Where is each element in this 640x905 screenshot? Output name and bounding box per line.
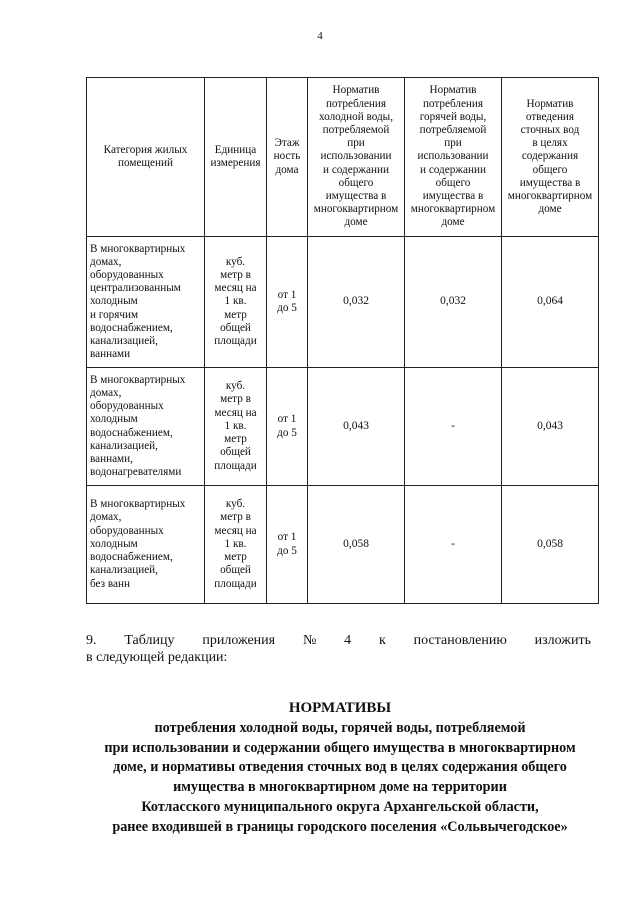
heading-line: доме, и нормативы отведения сточных вод в целях содержания общего [113,759,567,776]
paragraph-word: приложения [202,633,276,648]
norms-heading [60,699,620,838]
row-hot-value: - [405,368,502,486]
paragraph-word: к [379,633,386,648]
heading-line: имущества в многоквартирном доме на территории [173,779,507,796]
row-floors: от 1 до 5 [267,237,308,368]
row-drain-value: 0,064 [502,237,599,368]
row-hot-value: - [405,486,502,604]
table-row [87,237,599,368]
table-row [87,486,599,604]
row-hot-value: 0,032 [405,237,502,368]
row-unit: куб. метр в месяц на 1 кв. метр общей площади [205,486,267,604]
paragraph-word: № [302,633,317,648]
heading-line: Котласского муниципального округа Архангельской области, [141,798,539,815]
row-category: В многоквартирных домах, оборудованных холодным водоснабжением, канализацией, ваннами, водонагревателями [87,368,205,486]
paragraph-first-line [86,632,591,649]
row-floors: от 1 до 5 [267,368,308,486]
header-category: Категория жилых помещений [87,78,205,237]
heading-line: ранее входившей в границы городского поселения «Сольвычегодское» [112,818,568,835]
row-cold-value: 0,043 [308,368,405,486]
header-unit: Единица измерения [205,78,267,237]
header-cold-water: Норматив потребления холодной воды, потребляемой при использовании и содержании общего имущества в многоквартирном доме [308,78,405,237]
paragraph-word: Таблицу [124,633,175,648]
paragraph-word: 4 [344,633,352,648]
row-drain-value: 0,043 [502,368,599,486]
row-unit: куб. метр в месяц на 1 кв. метр общей площади [205,237,267,368]
row-unit: куб. метр в месяц на 1 кв. метр общей площади [205,368,267,486]
row-drain-value: 0,058 [502,486,599,604]
row-category: В многоквартирных домах, оборудованных холодным водоснабжением, канализацией, без ванн [87,486,205,604]
table-row [87,368,599,486]
heading-line: при использовании и содержании общего имущества в многоквартирном [104,739,576,756]
heading-title: НОРМАТИВЫ [288,700,392,716]
row-floors: от 1 до 5 [267,486,308,604]
header-hot-water: Норматив потребления горячей воды, потребляемой при использовании и содержании общего имущества в многоквартирном доме [405,78,502,237]
header-floors: Этаж ность дома [267,78,308,237]
table-header-row [87,78,599,237]
row-cold-value: 0,058 [308,486,405,604]
norms-table [86,77,599,604]
paragraph-9 [86,632,591,666]
paragraph-continuation: в следующей редакции: [86,650,228,665]
paragraph-word: изложить [534,633,591,648]
page-number: 4 [317,30,323,42]
paragraph-word: 9. [86,633,97,648]
header-drainage: Норматив отведения сточных вод в целях содержания общего имущества в многоквартирном доме [502,78,599,237]
row-cold-value: 0,032 [308,237,405,368]
row-category: В многоквартирных домах, оборудованных централизованным холодным и горячим водоснабжением, канализацией, ваннами [87,237,205,368]
paragraph-word: постановлению [413,633,507,648]
heading-line: потребления холодной воды, горячей воды, потребляемой [154,719,526,736]
